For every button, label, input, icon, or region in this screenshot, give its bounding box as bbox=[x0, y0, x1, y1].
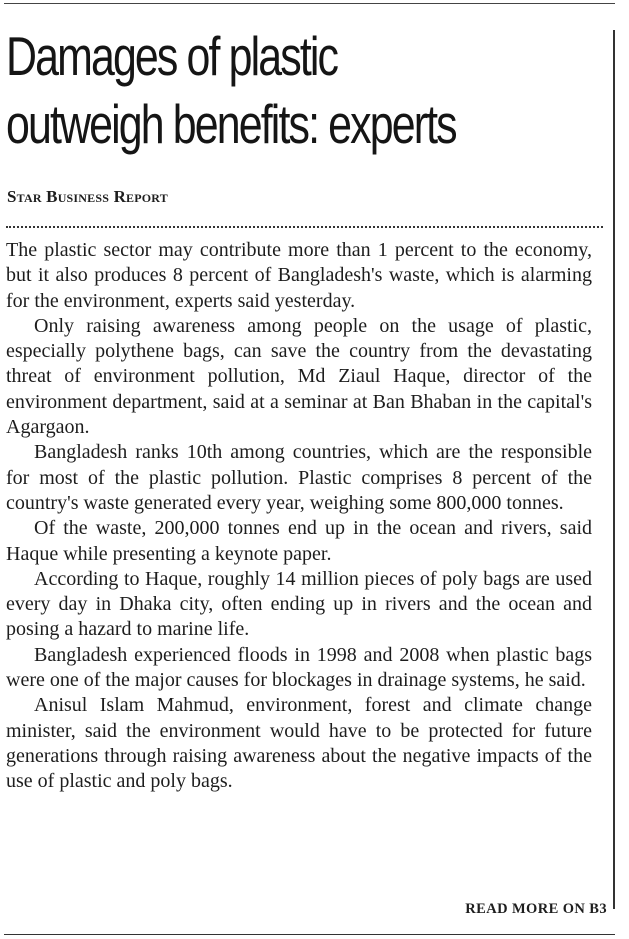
paragraph: Bangladesh experienced floods in 1998 and 2008 when plastic bags were one of the major causes for blockages in drainage systems, he said. bbox=[6, 643, 592, 692]
bottom-rule bbox=[4, 934, 615, 935]
byline: Star Business Report bbox=[7, 187, 168, 206]
column-rule bbox=[613, 30, 615, 909]
paragraph: Anisul Islam Mahmud, environment, forest and climate change minister, said the environment would have to be protected for future generations through raising awareness about the negative impacts of the use of plastic and poly bags. bbox=[6, 694, 592, 793]
headline-line-1: Damages of plastic bbox=[6, 25, 338, 87]
paragraph: Only raising awareness among people on the usage of plastic, especially polythene bags, can save the country from the devastating threat of environment pollution, Md Ziaul Haque, director of the environment department, said at a seminar at Ban Bhaban in the capital's Agargaon. bbox=[6, 314, 592, 439]
paragraph: According to Haque, roughly 14 million pieces of poly bags are used every day in Dhaka city, often ending up in rivers and the ocean and posing a hazard to marine life. bbox=[6, 567, 592, 641]
headline bbox=[6, 22, 607, 158]
read-more-link[interactable]: READ MORE ON B3 bbox=[465, 901, 607, 917]
dotted-divider bbox=[6, 226, 603, 228]
article-body bbox=[6, 238, 592, 795]
paragraph: The plastic sector may contribute more than 1 percent to the economy, but it also produces 8 percent of Bangladesh's waste, which is alarming for the environment, experts said yesterday. bbox=[6, 239, 592, 312]
headline-line-2: outweigh benefits: experts bbox=[6, 93, 456, 155]
paragraph: Of the waste, 200,000 tonnes end up in the ocean and rivers, said Haque while presenting a keynote paper. bbox=[6, 517, 592, 565]
paragraph: Bangladesh ranks 10th among countries, which are the responsible for most of the plastic pollution. Plastic comprises 8 percent of the country's waste generated every year, weighing some 800,000 tonnes. bbox=[6, 441, 592, 514]
top-rule bbox=[4, 3, 615, 4]
